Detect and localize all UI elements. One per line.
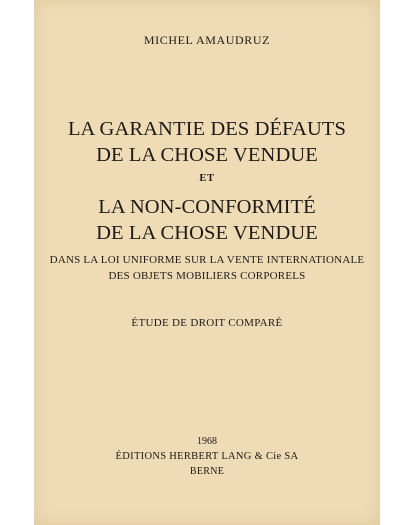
title-line-2: DE LA CHOSE VENDUE	[96, 144, 318, 166]
publication-year: 1968	[197, 436, 217, 447]
title-line-1: LA GARANTIE DES DÉFAUTS	[67, 118, 347, 140]
publication-city: BERNE	[189, 466, 225, 477]
title-conjunction: ET	[199, 173, 215, 184]
publisher-name: ÉDITIONS HERBERT LANG & Cie SA	[115, 451, 299, 462]
title-line-3: LA NON-CONFORMITÉ	[98, 196, 316, 218]
study-type: ÉTUDE DE DROIT COMPARÉ	[131, 317, 283, 329]
author-name: MICHEL AMAUDRUZ	[143, 33, 271, 47]
subtitle-line-1: DANS LA LOI UNIFORME SUR LA VENTE INTERNATIONALE	[49, 254, 365, 266]
book-cover	[34, 0, 380, 525]
title-line-4: DE LA CHOSE VENDUE	[96, 222, 318, 244]
subtitle-line-2: DES OBJETS MOBILIERS CORPORELS	[108, 270, 306, 282]
